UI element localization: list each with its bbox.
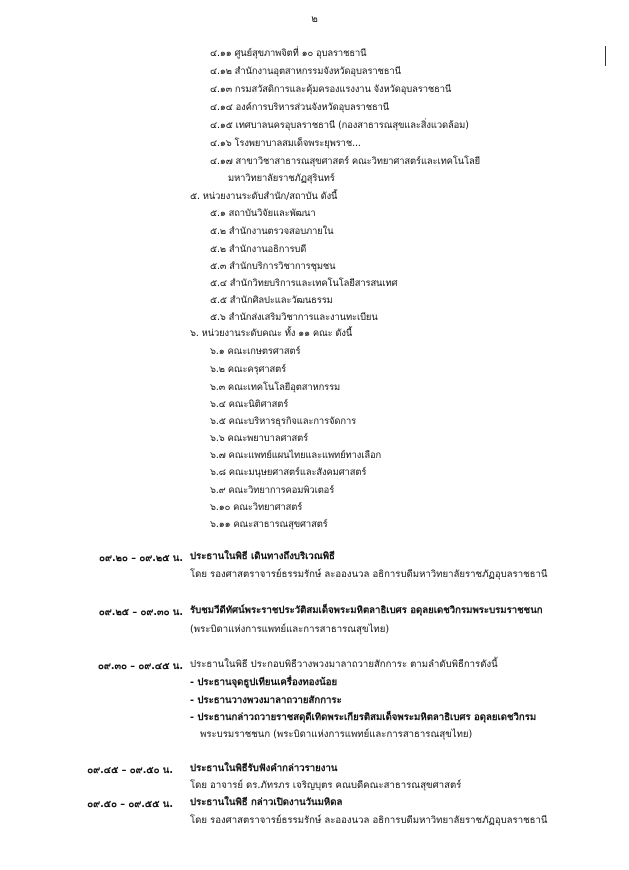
- schedule-title: ประธานในพิธี เดินทางถึงบริเวณพิธี: [190, 551, 335, 562]
- list-item: ๖.๖ คณะพยาบาลศาสตร์: [210, 433, 309, 444]
- list-item: ๖.๑ คณะเกษตรศาสตร์: [210, 346, 301, 357]
- list-item: ๖.๘ คณะมนุษยศาสตร์และสังคมศาสตร์: [210, 467, 367, 478]
- list-item: ๖.๓ คณะเทคโนโลยีอุตสาหกรรม: [210, 382, 341, 393]
- list-item: ๔.๑๔ องค์การบริหารส่วนจังหวัดอุบลราชธานี: [210, 102, 390, 113]
- schedule-detail: โดย รองศาสตราจารย์ธรรมรักษ์ ละอองนวล อธิการบดีมหาวิทยาลัยราชภัฏอุบลราชธานี: [190, 569, 548, 580]
- schedule-detail: โดย อาจารย์ ดร.ภัทรภร เจริญบุตร คณบดีคณะสาธารณสุขศาสตร์: [190, 780, 462, 791]
- list-item: ๖.๗ คณะแพทย์แผนไทยและแพทย์ทางเลือก: [210, 450, 382, 461]
- schedule-title: รับชมวีดีทัศน์พระราชประวัติสมเด็จพระมหิตลาธิเบศร อดุลยเดชวิกรมพระบรมราชชนก: [190, 605, 543, 616]
- text-cursor: [605, 46, 606, 66]
- list-item: ๖.๒ คณะครุศาสตร์: [210, 364, 287, 375]
- list-item: ๖.๕ คณะบริหารธุรกิจและการจัดการ: [210, 416, 357, 427]
- list-item: ๔.๑๓ กรมสวัสดิการและคุ้มครองแรงงาน จังหวัดอุบลราชธานี: [210, 84, 452, 95]
- list-item: ๖.๔ คณะนิติศาสตร์: [210, 399, 289, 410]
- schedule-step: - ประธานวางพวงมาลาถวายสักการะ: [190, 695, 342, 706]
- schedule-time: ๐๙.๔๕ – ๐๙.๕๐ น.: [87, 765, 173, 776]
- list-item: ๖.๙ คณะวิทยาการคอมพิวเตอร์: [210, 485, 335, 496]
- schedule-step: - ประธานกล่าวถวายราชสดุดีเทิดพระเกียรติสมเด็จพระมหิตลาธิเบศร อดุลยเดชวิกรม: [190, 712, 537, 723]
- list-item: ๕.๓ สำนักบริการวิชาการชุมชน: [210, 261, 336, 272]
- schedule-time: ๐๙.๕๐ – ๐๙.๕๕ น.: [87, 799, 173, 810]
- list-item: ๖.๑๐ คณะวิทยาศาสตร์: [210, 502, 303, 513]
- schedule-time: ๐๙.๒๐ – ๐๙.๒๕ น.: [99, 553, 183, 564]
- list-item: ๔.๑๒ สำนักงานอุตสาหกรรมจังหวัดอุบลราชธานี: [210, 66, 401, 77]
- list-item: ๔.๑๗ สาขาวิชาสาธารณสุขศาสตร์ คณะวิทยาศาสตร์และเทคโนโลยี: [210, 156, 481, 167]
- schedule-time: ๐๙.๓๐ – ๐๙.๔๕ น.: [97, 661, 183, 672]
- section-heading: ๖. หน่วยงานระดับคณะ ทั้ง ๑๑ คณะ ดังนี้: [190, 328, 353, 339]
- section-heading: ๕. หน่วยงานระดับสำนัก/สถาบัน ดังนี้: [190, 191, 338, 202]
- list-item: ๔.๑๑ ศูนย์สุขภาพจิตที่ ๑๐ อุบลราชธานี: [210, 48, 367, 59]
- list-item: ๕.๑ สถาบันวิจัยและพัฒนา: [210, 208, 316, 219]
- page-number: ๒: [311, 14, 318, 25]
- list-item: ๕.๔ สำนักวิทยบริการและเทคโนโลยีสารสนเทศ: [210, 278, 398, 289]
- list-item: ๔.๑๕ เทศบาลนครอุบลราชธานี (กองสาธารณสุขและสิ่งแวดล้อม): [210, 120, 469, 131]
- list-item: ๕.๒ สำนักงานอธิการบดี: [210, 244, 307, 255]
- schedule-title: ประธานในพิธีรับฟังคำกล่าวรายงาน: [190, 763, 338, 774]
- list-item: ๕.๕ สำนักศิลปะและวัฒนธรรม: [210, 295, 333, 306]
- list-item: ๔.๑๖ โรงพยาบาลสมเด็จพระยุพราช...: [210, 138, 361, 149]
- schedule-title: ประธานในพิธี ประกอบพิธีวางพวงมาลาถวายสักการะ ตามลำดับพิธีการดังนี้: [190, 659, 498, 670]
- list-item-continuation: มหาวิทยาลัยราชภัฏสุรินทร์: [228, 173, 335, 184]
- schedule-detail: โดย รองศาสตราจารย์ธรรมรักษ์ ละอองนวล อธิการบดีมหาวิทยาลัยราชภัฏอุบลราชธานี: [190, 815, 548, 826]
- schedule-time: ๐๙.๒๕ – ๐๙.๓๐ น.: [98, 607, 183, 618]
- schedule-title: ประธานในพิธี กล่าวเปิดงานวันมหิดล: [190, 797, 343, 808]
- schedule-detail: (พระบิดาแห่งการแพทย์และการสาธารณสุขไทย): [190, 624, 390, 635]
- list-item: ๕.๒ สำนักงานตรวจสอบภายใน: [210, 226, 334, 237]
- list-item: ๕.๖ สำนักส่งเสริมวิชาการและงานทะเบียน: [210, 312, 378, 323]
- schedule-step: - ประธานจุดธูปเทียนเครื่องทองน้อย: [190, 677, 338, 688]
- list-item: ๖.๑๑ คณะสาธารณสุขศาสตร์: [210, 519, 328, 530]
- schedule-step-continuation: พระบรมราชชนก (พระบิดาแห่งการแพทย์และการสาธารณสุขไทย): [200, 729, 473, 740]
